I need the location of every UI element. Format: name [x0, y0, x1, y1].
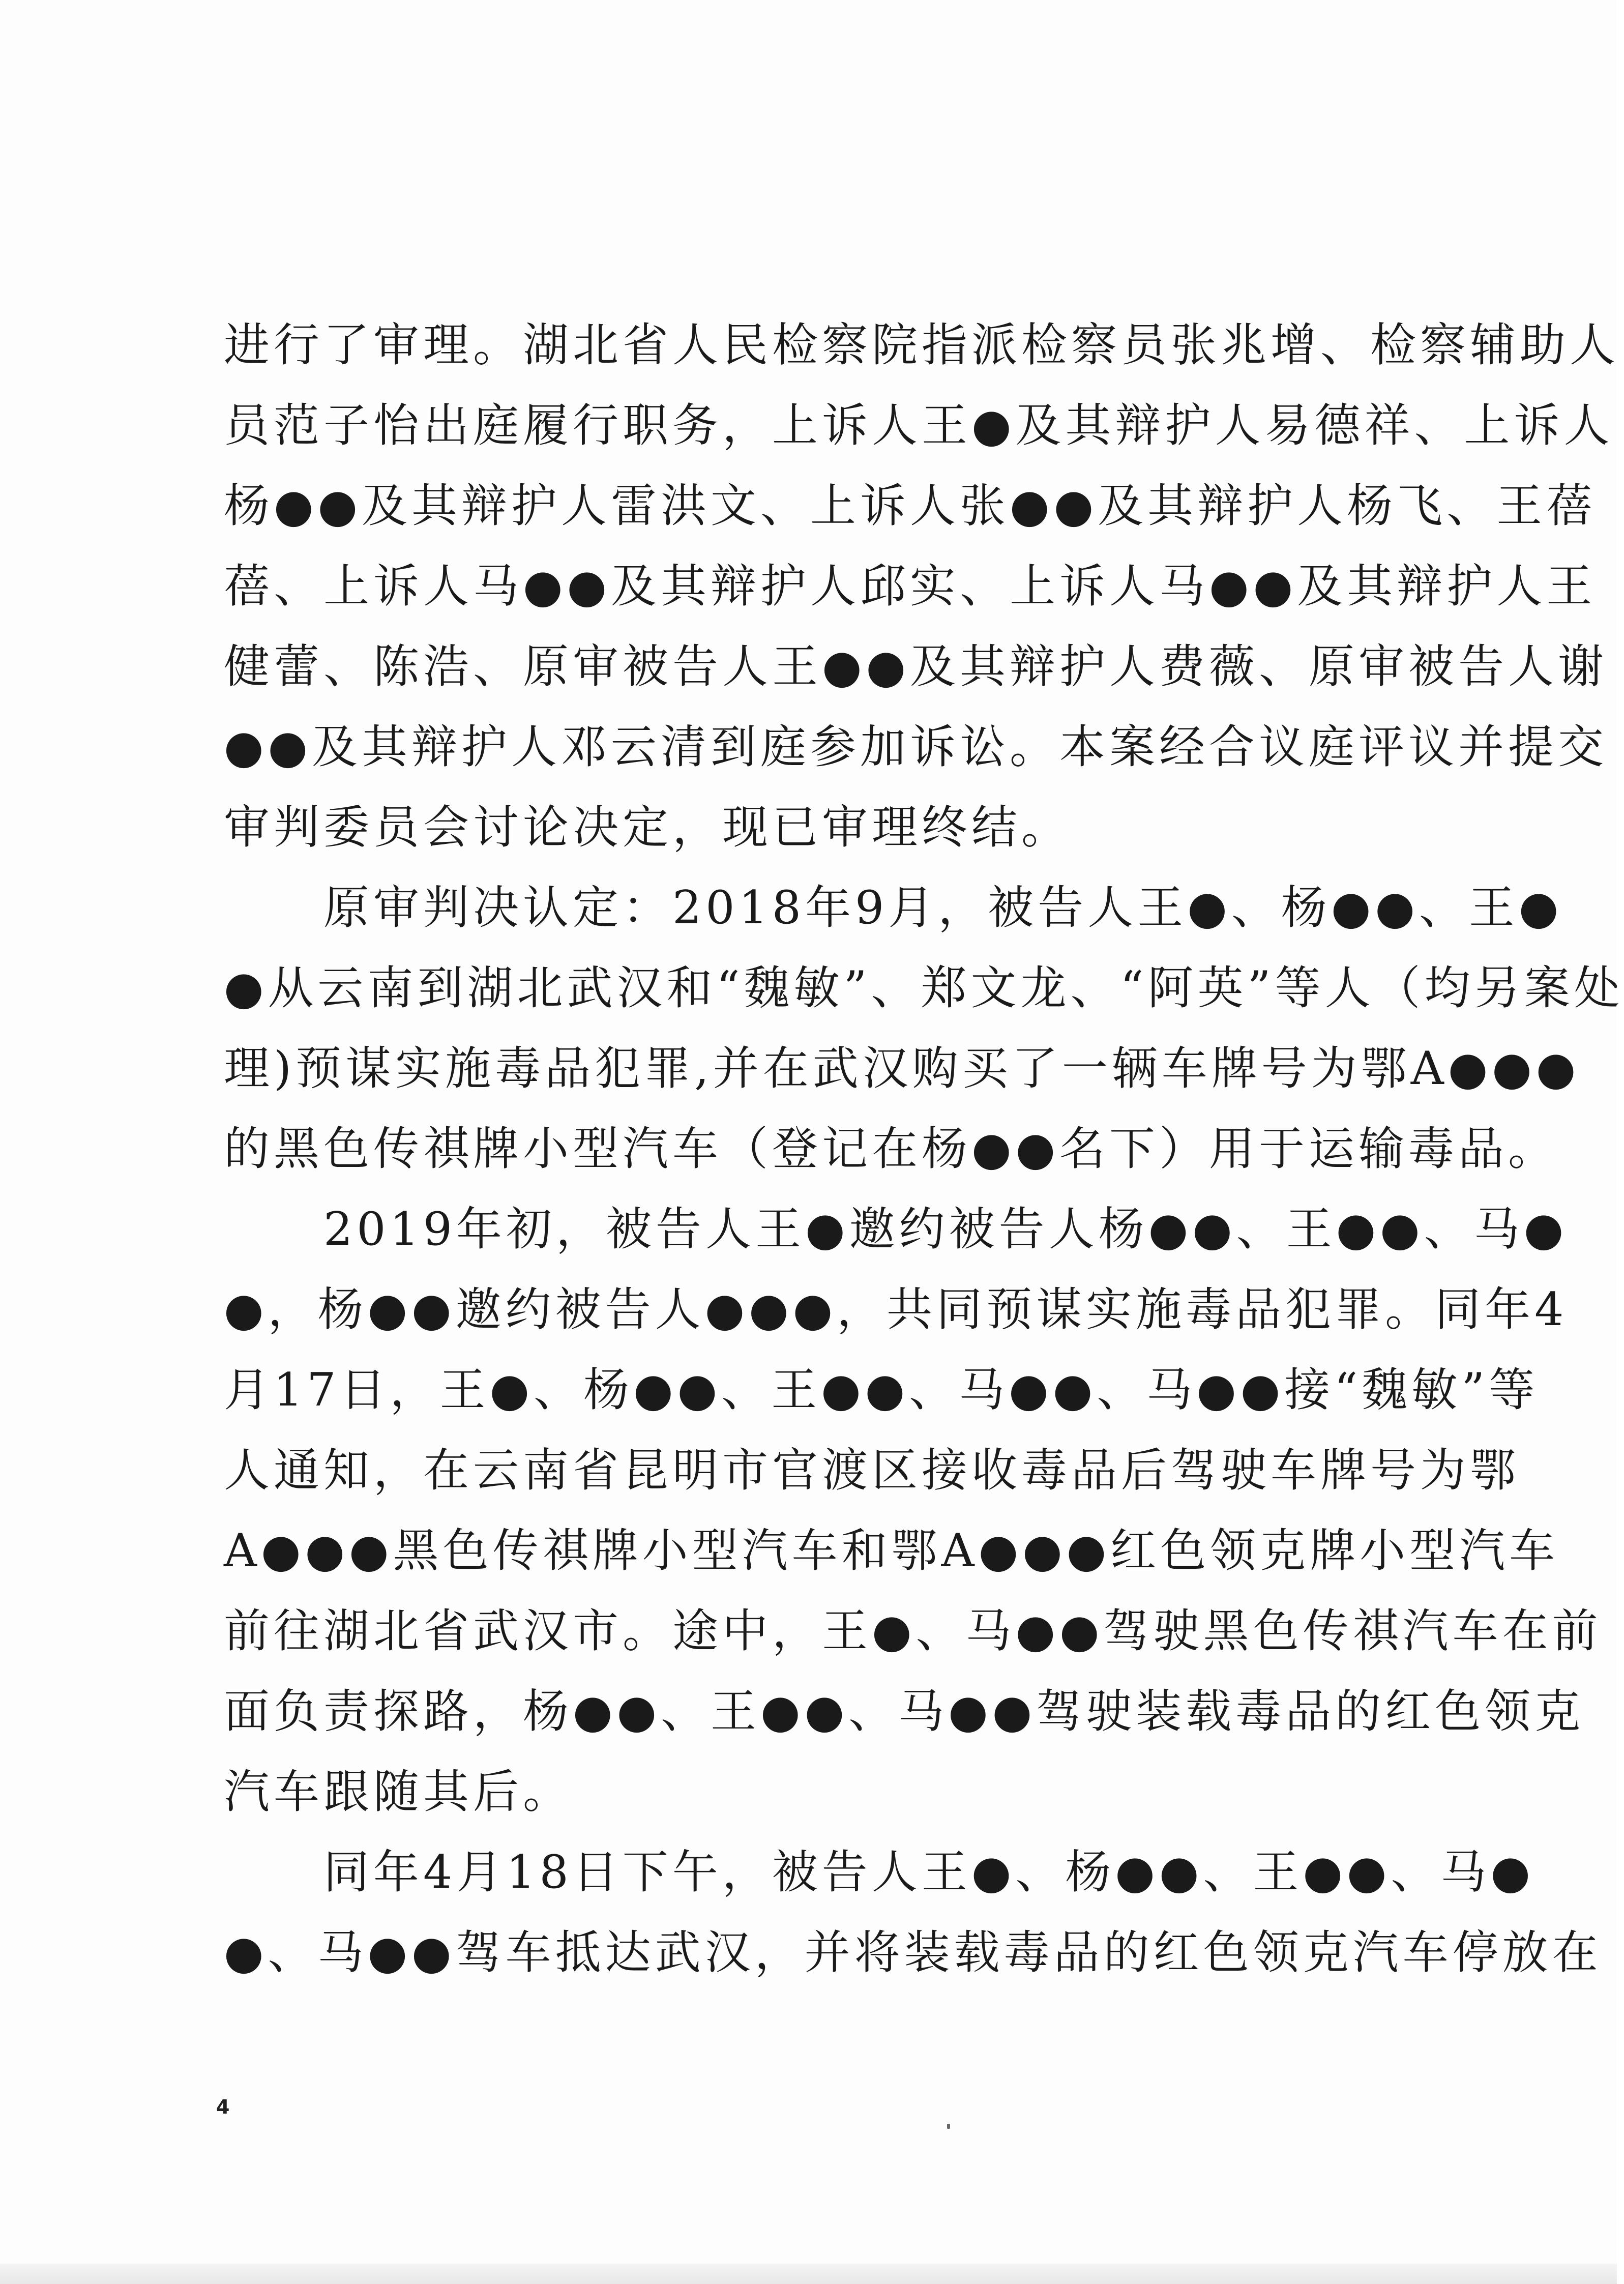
scan-edge	[0, 2264, 1617, 2284]
text-line: 员范子怡出庭履行职务，上诉人王●及其辩护人易德祥、上诉人	[224, 399, 1614, 452]
text-line: 健蕾、陈浩、原审被告人王●●及其辩护人费薇、原审被告人谢	[224, 640, 1608, 693]
text-line: 前往湖北省武汉市。途中，王●、马●●驾驶黑色传祺汽车在前	[224, 1604, 1602, 1658]
text-line: ●、马●●驾车抵达武汉，并将装载毒品的红色领克汽车停放在	[224, 1926, 1602, 1979]
page-number: 4	[216, 2096, 230, 2118]
text-line: 2019年初，被告人王●邀约被告人杨●●、王●●、马●	[224, 1203, 1568, 1256]
text-line: 理)预谋实施毒品犯罪,并在武汉购买了一辆车牌号为鄂A●●●	[224, 1042, 1580, 1095]
text-line: ●从云南到湖北武汉和“魏敏”、郑文龙、“阿英”等人（均另案处	[224, 961, 1624, 1015]
text-line: 进行了审理。湖北省人民检察院指派检察员张兆增、检察辅助人	[224, 318, 1619, 372]
text-line: 月17日，王●、杨●●、王●●、马●●、马●●接“魏敏”等	[224, 1363, 1539, 1417]
text-line: ●●及其辩护人邓云清到庭参加诉讼。本案经合议庭评议并提交	[224, 720, 1608, 774]
text-line: 杨●●及其辩护人雷洪文、上诉人张●●及其辩护人杨飞、王蓓	[224, 479, 1597, 533]
text-line: 原审判决认定：2018年9月，被告人王●、杨●●、王●	[224, 881, 1563, 934]
text-line: ●，杨●●邀约被告人●●●，共同预谋实施毒品犯罪。同年4	[224, 1283, 1568, 1336]
document-body	[224, 305, 1624, 1993]
text-line: 的黑色传祺牌小型汽车（登记在杨●●名下）用于运输毒品。	[224, 1122, 1558, 1176]
text-line: 蓓、上诉人马●●及其辩护人邱实、上诉人马●●及其辩护人王	[224, 560, 1597, 613]
text-line: 审判委员会讨论决定，现已审理终结。	[224, 801, 1071, 854]
text-line: 汽车跟随其后。	[224, 1765, 573, 1819]
text-line: 人通知，在云南省昆明市官渡区接收毒品后驾驶车牌号为鄂	[224, 1444, 1520, 1497]
text-line: 同年4月18日下午，被告人王●、杨●●、王●●、马●	[224, 1846, 1534, 1899]
scan-speck	[947, 2124, 950, 2129]
text-line: A●●●黑色传祺牌小型汽车和鄂A●●●红色领克牌小型汽车	[224, 1524, 1559, 1577]
text-line: 面负责探路，杨●●、王●●、马●●驾驶装载毒品的红色领克	[224, 1685, 1585, 1738]
